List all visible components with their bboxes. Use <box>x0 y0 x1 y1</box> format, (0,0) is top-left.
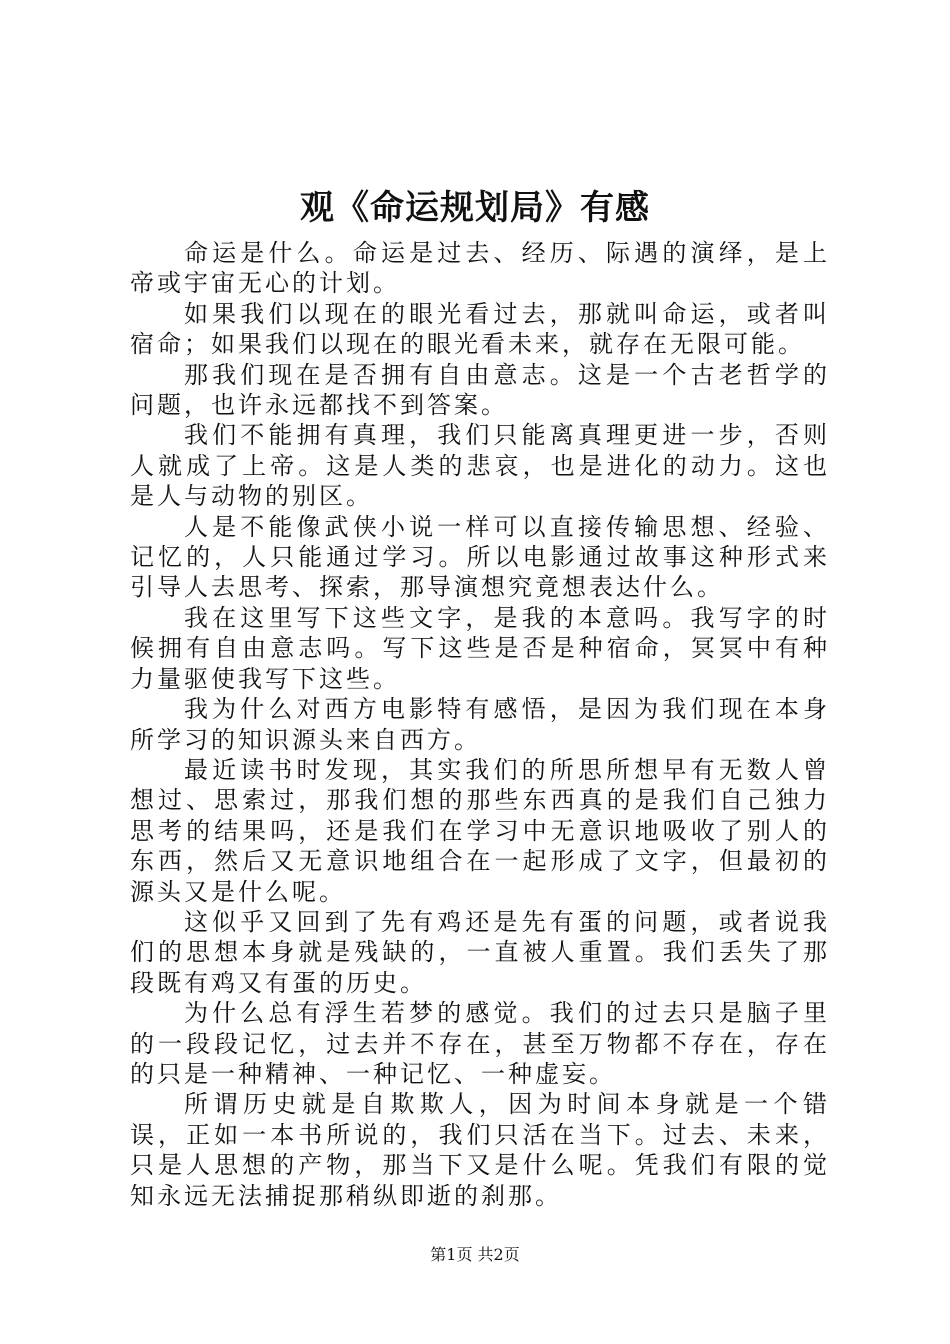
paragraph: 命运是什么。命运是过去、经历、际遇的演绎，是上帝或宇宙无心的计划。 <box>130 239 830 298</box>
paragraph: 我在这里写下这些文字，是我的本意吗。我写字的时候拥有自由意志吗。写下这些是否是种宿命，冥冥中有种力量驱使我写下这些。 <box>130 603 830 693</box>
page-footer: 第1页 共2页 <box>430 1245 520 1264</box>
paragraph: 那我们现在是否拥有自由意志。这是一个古老哲学的问题，也许永远都找不到答案。 <box>130 360 830 420</box>
paragraph: 为什么总有浮生若梦的感觉。我们的过去只是脑子里的一段段记忆，过去并不存在，甚至万物都不存在，存在的只是一种精神、一种记忆、一种虚妄。 <box>130 999 830 1088</box>
paragraph: 最近读书时发现，其实我们的所思所想早有无数人曾想过、思索过，那我们想的那些东西真的是我们自己独力思考的结果吗，还是我们在学习中无意识地吸收了别人的东西，然后又无意识地组合在一起形成了文字，但最初的源头又是什么呢。 <box>130 755 830 906</box>
paragraph: 人是不能像武侠小说一样可以直接传输思想、经验、记忆的，人只能通过学习。所以电影通过故事这种形式来引导人去思考、探索，那导演想究竟想表达什么。 <box>130 512 830 602</box>
paragraph: 我们不能拥有真理，我们只能离真理更进一步，否则人就成了上帝。这是人类的悲哀，也是进化的动力。这也是人与动物的别区。 <box>130 421 830 511</box>
document-body <box>130 238 830 1211</box>
paragraph: 所谓历史就是自欺欺人，因为时间本身就是一个错误，正如一本书所说的，我们只活在当下。过去、未来，只是人思想的产物，那当下又是什么呢。凭我们有限的觉知永远无法捕捉那稍纵即逝的刹那。 <box>130 1090 830 1210</box>
paragraph: 这似乎又回到了先有鸡还是先有蛋的问题，或者说我们的思想本身就是残缺的，一直被人重置。我们丢失了那段既有鸡又有蛋的历史。 <box>130 907 830 997</box>
paragraph: 如果我们以现在的眼光看过去，那就叫命运，或者叫宿命；如果我们以现在的眼光看未来，就存在无限可能。 <box>130 299 830 359</box>
paragraph: 我为什么对西方电影特有感悟，是因为我们现在本身所学习的知识源头来自西方。 <box>130 695 830 754</box>
document-title: 观《命运规划局》有感 <box>300 188 650 228</box>
